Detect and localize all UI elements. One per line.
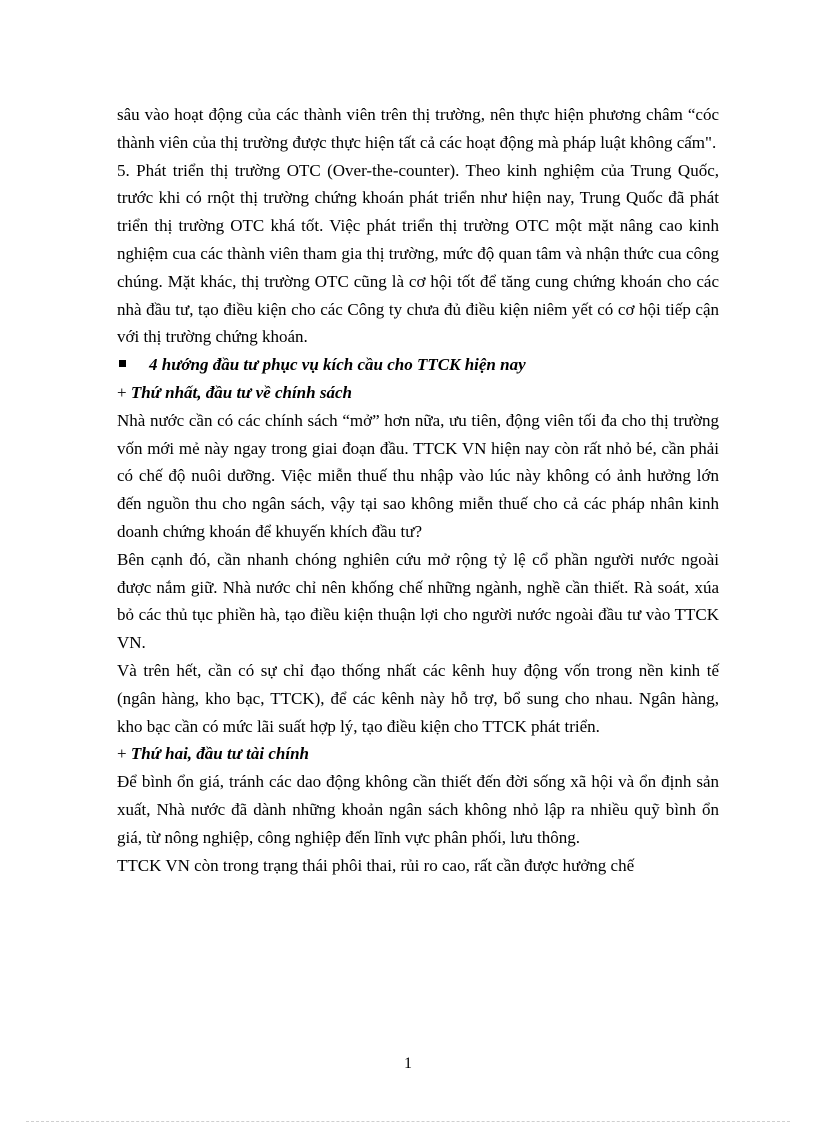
paragraph: TTCK VN còn trong trạng thái phôi thai, rủi ro cao, rất cần được hưởng chế: [117, 855, 635, 875]
section-heading-text: Thứ nhất, đầu tư về chính sách: [130, 382, 352, 402]
section-prefix: +: [117, 382, 131, 402]
paragraph: Nhà nước cần có các chính sách “mở” hơn nữa, ưu tiên, động viên tối đa cho thị trường vốn mới mẻ này ngay trong giai đoạn đầu. TTCK VN hiện nay còn rất nhỏ bé, cần phải có chế độ nuôi dưỡng. Việc miễn thuế thu nhập vào lúc này không có ảnh hưởng lớn đến nguồn thu cho ngân sách, vậy tại sao không miễn thuế cho cả các pháp nhân kinh doanh chứng khoán để khuyến khích đầu tư?: [117, 410, 719, 541]
bullet-heading-text: 4 hướng đầu tư phục vụ kích cầu cho TTCK hiện nay: [149, 355, 526, 375]
section-heading: [117, 379, 719, 407]
paragraph: Và trên hết, cần có sự chỉ đạo thống nhất các kênh huy động vốn trong nền kinh tế (ngân hàng, kho bạc, TTCK), để các kênh này hỗ trợ, bổ sung cho nhau. Ngân hàng, kho bạc cần có mức lãi suất hợp lý, tạo điều kiện cho TTCK phát triển.: [117, 660, 719, 736]
bullet-heading: [117, 351, 719, 379]
square-bullet-icon: [119, 360, 126, 367]
document-body: [117, 101, 719, 879]
section-prefix: +: [117, 744, 131, 764]
paragraph: Bên cạnh đó, cần nhanh chóng nghiên cứu mở rộng tỷ lệ cổ phần người nước ngoài được nắm giữ. Nhà nước chỉ nên khống chế những ngành, nghề cần thiết. Rà soát, xúa bỏ các thủ tục phiền hà, tạo điều kiện thuận lợi cho người nước ngoài đầu tư vào TTCK VN.: [117, 549, 719, 653]
paragraph: 5. Phát triển thị trường OTC (Over-the-counter). Theo kinh nghiệm của Trung Quốc, trước khi có rnột thị trường chứng khoán phát triển như hiện nay, Trung Quốc đã phát triển thị trường OTC khá tốt. Việc phát triển thị trường OTC một mặt nâng cao kinh nghiệm cua các thành viên tham gia thị trường, mức độ quan tâm và nhận thức cua công chúng. Mặt khác, thị trường OTC cũng là cơ hội tốt để tăng cung chứng khoán cho các nhà đầu tư, tạo điều kiện cho các Công ty chưa đủ điều kiện niêm yết có cơ hội tiếp cận với thị trường chứng khoán.: [117, 160, 719, 347]
section-heading-text: Thứ hai, đầu tư tài chính: [130, 744, 309, 764]
section-heading: [117, 740, 719, 768]
page-number: 1: [404, 1055, 412, 1072]
page-bottom-divider: [26, 1121, 790, 1122]
paragraph: Để bình ổn giá, tránh các dao động không cần thiết đến đời sống xã hội và ổn định sản xuất, Nhà nước đã dành những khoản ngân sách không nhỏ lập ra nhiều quỹ bình ổn giá, từ nông nghiệp, công nghiệp đến lĩnh vực phân phối, lưu thông.: [117, 772, 719, 847]
paragraph: sâu vào hoạt động của các thành viên trên thị trường, nên thực hiện phương châm “cóc thành viên của thị trường được thực hiện tất cả các hoạt động mà pháp luật không cấm".: [117, 105, 719, 152]
